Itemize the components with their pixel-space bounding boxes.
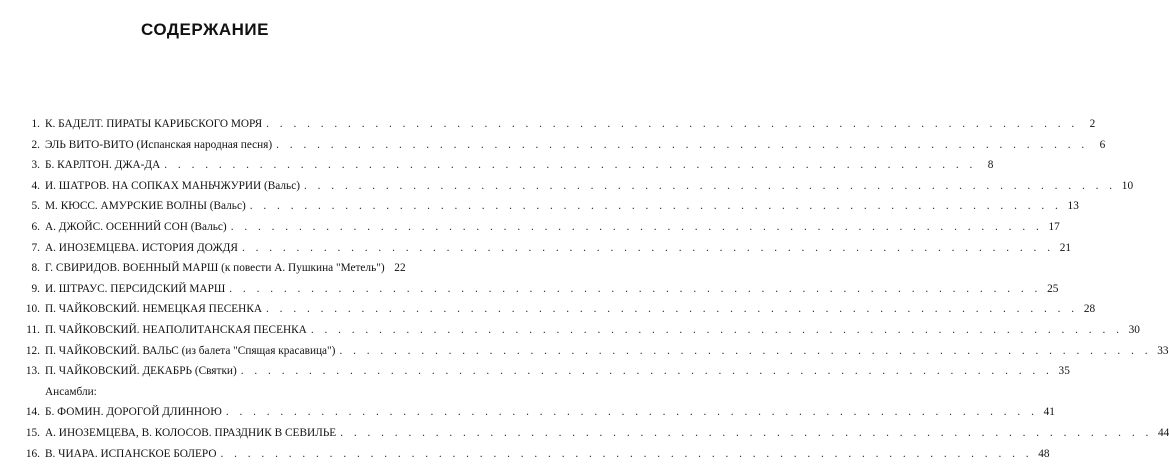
entry-title: П. ЧАЙКОВСКИЙ. НЕАПОЛИТАНСКАЯ ПЕСЕНКА (45, 320, 307, 341)
entry-number: 10. (24, 299, 40, 320)
entry-page: 28 (1081, 299, 1095, 320)
entry-title: И. ШТРАУС. ПЕРСИДСКИЙ МАРШ (45, 279, 225, 300)
entry-page: 48 (1036, 444, 1050, 464)
entry-number: 8. (24, 258, 40, 279)
entry-title: В. ЧИАРА. ИСПАНСКОЕ БОЛЕРО (45, 444, 216, 464)
toc-entry[interactable] (0, 155, 410, 176)
entry-title: П. ЧАЙКОВСКИЙ. ВАЛЬС (из балета "Спящая красавица") (45, 341, 335, 362)
toc-entry[interactable] (0, 320, 410, 341)
dot-leader (276, 135, 1088, 156)
dot-leader (339, 341, 1151, 362)
dot-leader (311, 320, 1123, 341)
entry-number: 14. (24, 402, 40, 423)
entry-page: 17 (1046, 217, 1060, 238)
entry-number: 12. (24, 341, 40, 362)
entry-number: 9. (24, 279, 40, 300)
entry-number: 1. (24, 114, 40, 135)
entry-number: 11. (24, 320, 40, 341)
entry-number: 6. (24, 217, 40, 238)
entry-title: ЭЛЬ ВИТО-ВИТО (Испанская народная песня) (45, 135, 272, 156)
entry-title: И. ШАТРОВ. НА СОПКАХ МАНЬЧЖУРИИ (Вальс) (45, 176, 300, 197)
toc-entry[interactable] (0, 341, 410, 362)
entry-number: 16. (24, 444, 40, 464)
toc-entry[interactable] (0, 217, 410, 238)
entry-number: 2. (24, 135, 40, 156)
dot-leader (242, 238, 1054, 259)
toc-entry[interactable] (0, 114, 410, 135)
entry-page: 33 (1155, 341, 1169, 362)
entry-number: 5. (24, 196, 40, 217)
entry-page: 21 (1057, 238, 1071, 259)
dot-leader (340, 423, 1152, 444)
entry-title: Г. СВИРИДОВ. ВОЕННЫЙ МАРШ (к повести А. Пушкина "Метель") (45, 258, 385, 279)
dot-leader (226, 402, 1038, 423)
entry-title: Б. ФОМИН. ДОРОГОЙ ДЛИННОЮ (45, 402, 222, 423)
toc-entry[interactable] (0, 176, 410, 197)
entry-number: 3. (24, 155, 40, 176)
entry-page: 6 (1091, 135, 1105, 156)
toc-entry[interactable] (0, 196, 410, 217)
dot-leader (304, 176, 1116, 197)
entry-title: А. ДЖОЙС. ОСЕННИЙ СОН (Вальс) (45, 217, 227, 238)
toc-entry[interactable] (0, 258, 410, 279)
page-title: СОДЕРЖАНИЕ (0, 20, 410, 40)
dot-leader (266, 299, 1078, 320)
toc-entry[interactable] (0, 423, 410, 444)
entry-number: 7. (24, 238, 40, 259)
entry-page: 13 (1065, 196, 1079, 217)
entry-page: 10 (1119, 176, 1133, 197)
entry-page: 8 (979, 155, 993, 176)
entry-page: 41 (1041, 402, 1055, 423)
dot-leader (164, 155, 976, 176)
entry-number: 15. (24, 423, 40, 444)
entry-title: К. БАДЕЛТ. ПИРАТЫ КАРИБСКОГО МОРЯ (45, 114, 262, 135)
toc-entry[interactable] (0, 444, 410, 464)
toc-entry[interactable] (0, 361, 410, 382)
entry-page: 2 (1081, 114, 1095, 135)
entry-number: 4. (24, 176, 40, 197)
entry-title: М. КЮСС. АМУРСКИЕ ВОЛНЫ (Вальс) (45, 196, 246, 217)
entry-number: 13. (24, 361, 40, 382)
entry-page: 35 (1056, 361, 1070, 382)
dot-leader (266, 114, 1078, 135)
entry-title: П. ЧАЙКОВСКИЙ. НЕМЕЦКАЯ ПЕСЕНКА (45, 299, 262, 320)
entry-title: А. ИНОЗЕМЦЕВА, В. КОЛОСОВ. ПРАЗДНИК В СЕВИЛЬЕ (45, 423, 336, 444)
entry-title: П. ЧАЙКОВСКИЙ. ДЕКАБРЬ (Святки) (45, 361, 237, 382)
dot-leader (229, 279, 1041, 300)
entry-page: 25 (1044, 279, 1058, 300)
toc-entry[interactable] (0, 402, 410, 423)
entry-page: 30 (1126, 320, 1140, 341)
dot-leader (220, 444, 1032, 464)
entry-page: 22 (392, 258, 406, 279)
toc-entry[interactable] (0, 279, 410, 300)
entry-title: Б. КАРЛТОН. ДЖА-ДА (45, 155, 160, 176)
table-of-contents (0, 114, 410, 464)
dot-leader (250, 196, 1062, 217)
entry-title: А. ИНОЗЕМЦЕВА. ИСТОРИЯ ДОЖДЯ (45, 238, 238, 259)
entry-page: 44 (1155, 423, 1169, 444)
toc-entry[interactable] (0, 135, 410, 156)
toc-page (0, 0, 410, 436)
dot-leader (231, 217, 1043, 238)
section-heading-ensembles: Ансамбли: (0, 382, 410, 403)
dot-leader (241, 361, 1053, 382)
toc-entry[interactable] (0, 238, 410, 259)
toc-entry[interactable] (0, 299, 410, 320)
